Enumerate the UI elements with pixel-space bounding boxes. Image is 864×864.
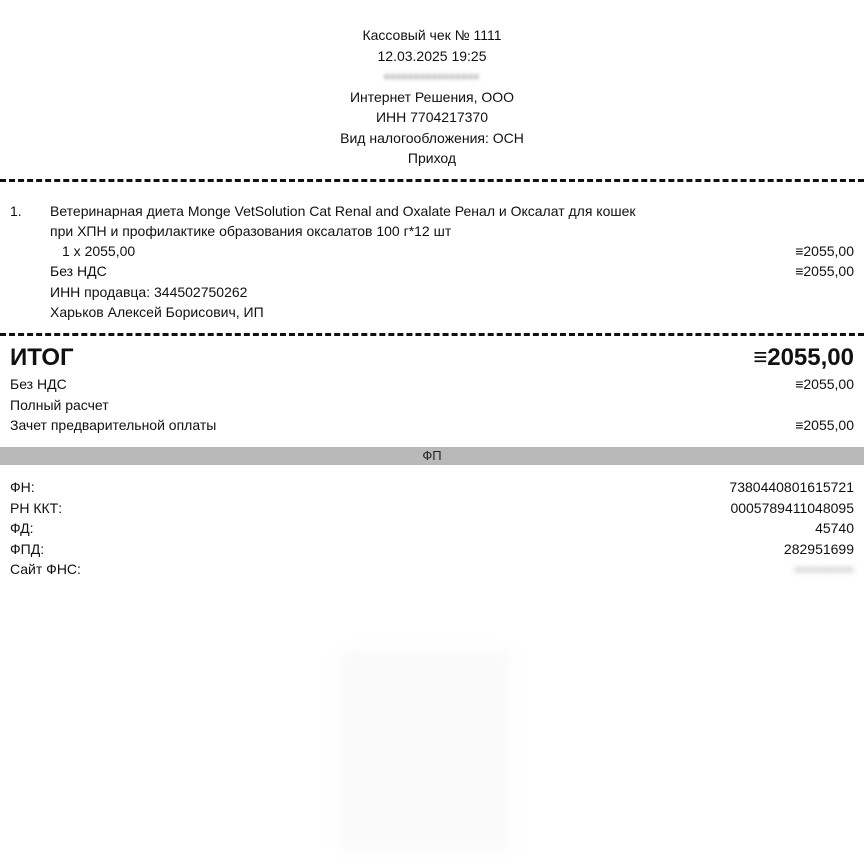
receipt-title: Кассовый чек № 1111 <box>362 27 502 43</box>
total-vat-value: ≡2055,00 <box>795 376 854 392</box>
divider-top <box>0 179 864 182</box>
item-vat-value: ≡2055,00 <box>795 263 854 279</box>
operation-type: Приход <box>407 150 457 166</box>
obscured-line: ▪▪▪▪▪▪▪▪▪▪▪▪▪▪▪▪ <box>384 68 480 84</box>
prepay-value: ≡2055,00 <box>795 417 854 433</box>
fd-label: ФД: <box>10 520 34 536</box>
item-qty-price: 1 х 2055,00 <box>62 243 136 259</box>
item-name-line1: Ветеринарная диета Monge VetSolution Cat Renal and Oxalate Ренал и Оксалат для кошек <box>50 203 636 219</box>
fn-label: ФН: <box>10 479 35 495</box>
item-seller-inn: ИНН продавца: 344502750262 <box>50 284 248 300</box>
total-vat-label: Без НДС <box>10 376 67 392</box>
payment-label: Полный расчет <box>10 397 109 413</box>
site-row <box>10 559 854 579</box>
total-row <box>10 343 854 373</box>
divider-middle <box>0 333 864 336</box>
item-vat-label: Без НДС <box>50 263 107 279</box>
rn-value: 0005789411048095 <box>730 500 854 516</box>
fn-row <box>10 477 854 497</box>
fn-value: 7380440801615721 <box>729 479 854 495</box>
total-vat-row <box>10 374 854 394</box>
prepay-label: Зачет предварительной оплаты <box>10 417 217 433</box>
tax-system: Вид налогообложения: ОСН <box>340 130 524 146</box>
item-number: 1. <box>10 203 22 219</box>
total-value: ≡2055,00 <box>753 344 854 371</box>
payment-row <box>10 395 854 415</box>
fpd-value: 282951699 <box>783 541 854 557</box>
blurred-qr-area <box>340 650 510 850</box>
item-name-line2: при ХПН и профилактике образования оксалатов 100 г*12 шт <box>50 223 452 239</box>
fd-row <box>10 518 854 538</box>
site-label: Сайт ФНС: <box>10 561 81 577</box>
prepay-row <box>10 415 854 435</box>
organization-name: Интернет Решения, ООО <box>349 89 515 105</box>
fpd-label: ФПД: <box>10 541 45 557</box>
item-qty-row <box>10 241 854 261</box>
receipt-datetime: 12.03.2025 19:25 <box>377 48 487 64</box>
rn-label: РН ККТ: <box>10 500 63 516</box>
rn-row <box>10 498 854 518</box>
item-vat-row <box>10 261 854 281</box>
fpd-row <box>10 539 854 559</box>
organization-inn: ИНН 7704217370 <box>375 109 489 125</box>
fp-bar: ФП <box>0 447 864 465</box>
item-qty-sum: ≡2055,00 <box>795 243 854 259</box>
fd-value: 45740 <box>815 520 854 536</box>
total-label: ИТОГ <box>10 344 74 371</box>
site-value: ▪▪▪▪▪▪▪▪▪▪▪▪ <box>794 561 854 577</box>
item-seller-name: Харьков Алексей Борисович, ИП <box>50 304 264 320</box>
